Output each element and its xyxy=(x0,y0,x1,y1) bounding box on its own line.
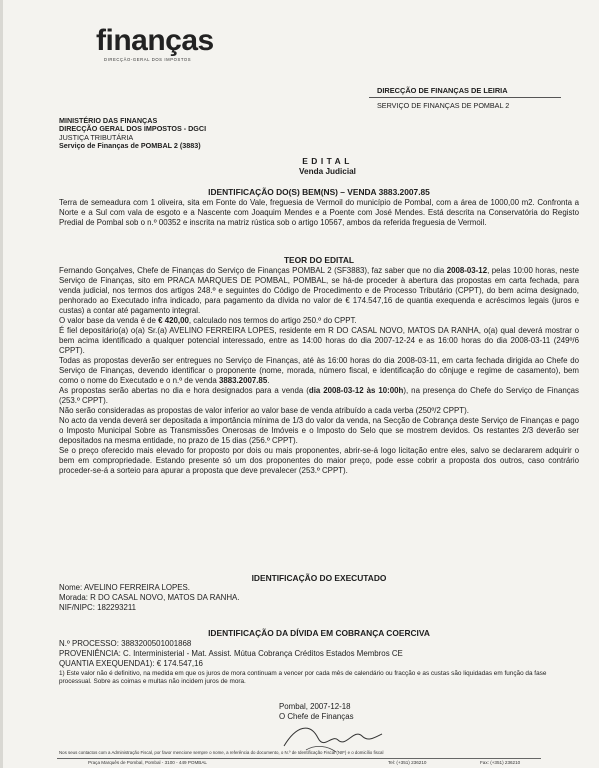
property-description: Terra de semeadura com 1 oliveira, sita em Fonte do Vale, freguesia de Vermoil do município de Pombal, com a área de 1000,00 m2. Confronta a Norte e a Sul com vala de esgoto e a Nascente com Joaquim Mendes e a Poente com José Mendes. Está descrita na Conservatória do Registo Predial de Pombal sob o n.º 00352 e inscrita na matriz rústica sob o artigo 10567, ambos da referida freguesia de Vermoil. xyxy=(59,198,579,227)
teor-body xyxy=(59,266,579,476)
teor-p5-text-b: ), na presença do Chefe do Serviço de Finanças (253.º CPPT). xyxy=(59,386,580,405)
ministry-line-1: MINISTÉRIO DAS FINANÇAS xyxy=(59,116,158,125)
debt-details xyxy=(59,639,579,669)
footer-fax: Fax: (+351) 236210 xyxy=(480,760,521,765)
debt-origin: PROVENIÊNCIA: C. Interministerial - Mat. Assist. Mútua Cobrança Créditos Estados Membros CE xyxy=(59,649,403,658)
office-header xyxy=(377,86,561,110)
header-rule xyxy=(369,97,561,98)
ministry-line-4: Serviço de Finanças de POMBAL 2 (3883) xyxy=(59,141,201,151)
section-heading-property: IDENTIFICAÇÃO DO(S) BEM(NS) – VENDA 3883.2007.85 xyxy=(208,187,430,197)
sale-number: 3883.2007.85 xyxy=(218,376,268,385)
debt-amount: QUANTIA EXEQUENDA1): € 174.547,16 xyxy=(59,659,203,668)
place-date: Pombal, 2007-12-18 xyxy=(279,702,351,711)
teor-p1-text-b: , pelas 10:00 horas, neste Serviço de Finanças, sito em PRACA MARQUES DE POMBAL, POMBAL, se há-de proceder à abertura das propostas em carta fechada, para venda judicial, nos termos dos artigos 248.º e seguintes do Código de Procedimento e de Processo Tributário (CPPT), do bem acima designado, penhorado ao Executado infra indicado, para pagamento da dívida no valor de € 174.547,16 de quantia exequenda e acréscimos legais (juros e custas) a contar até pagamento integral. xyxy=(59,266,579,315)
opening-datetime: dia 2008-03-12 às 10:00h xyxy=(308,386,404,395)
footer-contact-note: Nos seus contactos com a Administração Fiscal, por favor mencione sempre o nome, a referência do documento, o N.º de Identificação Fiscal (NIF) e o domicílio fiscal xyxy=(59,750,384,755)
section-heading-executado: IDENTIFICAÇÃO DO EXECUTADO xyxy=(251,573,387,583)
process-number: N.º PROCESSO: 3883200501001868 xyxy=(59,639,192,648)
logo-wordmark: finanças xyxy=(96,24,214,57)
teor-p4-text-a: Todas as propostas deverão ser entregues no Serviço de Finanças, até às 16:00 horas do dia 2008-03-11, em carta fechada dirigida ao Chefe do Serviço de Finanças, devendo identificar o proponente (nome, morada, número fiscal, e identificação do cônjuge e regime de casamento), bem como o nome do Executado e o n.º de venda xyxy=(59,356,579,385)
teor-paragraph-1 xyxy=(59,266,579,316)
teor-paragraph-8: Se o preço oferecido mais elevado for proposto por dois ou mais proponentes, abrir-se-á logo licitação entre eles, salvo se declararem adquirir o bem em compropriedade. Estando presente só um dos proponentes do maior preço, pode esse cobrir a proposta dos outros, caso contrário proceder-se-á a sorteio para apurar a proposta que deve prevalecer (253.º CPPT). xyxy=(59,446,579,475)
debt-footnote: 1) Este valor não é definitivo, na medida em que os juros de mora continuam a vencer por cada mês de calendário ou fracção e as custas são liquidadas em função da fase processual. Sobre as coimas e multas não incidem juros de mora. xyxy=(59,670,547,686)
teor-p2-text-a: O valor base da venda é de xyxy=(59,316,159,325)
teor-paragraph-4 xyxy=(59,356,579,386)
opening-date: 2008-03-12 xyxy=(446,266,488,275)
teor-p2-text-b: , calculado nos termos do artigo 250.º do CPPT. xyxy=(188,316,357,325)
ministry-block xyxy=(59,117,206,151)
teor-paragraph-3: É fiel depositário(a) o(a) Sr.(a) AVELINO FERREIRA LOPES, residente em R DO CASAL NOVO, MATOS DA RANHA, o(a) qual deverá mostrar o bem acima identificado a qualquer potencial interessado, entre as 14:00 horas do dia 2007-12-24 e as 16:00 horas do dia 2008-03-11 (249º/6 CPPT). xyxy=(59,326,579,355)
teor-p4-text-b: . xyxy=(267,376,270,385)
executado-nif: NIF/NIPC: 182293211 xyxy=(59,603,137,612)
teor-paragraph-2 xyxy=(59,316,579,326)
section-heading-debt: IDENTIFICAÇÃO DA DÍVIDA EM COBRANÇA COERCIVA xyxy=(208,628,430,638)
executado-name: Nome: AVELINO FERREIRA LOPES. xyxy=(59,583,190,592)
footer-rule xyxy=(57,758,541,759)
executado-details xyxy=(59,583,579,613)
footer-tel: Tel: (+351) 236210 xyxy=(388,760,427,765)
signer-role: O Chefe de Finanças xyxy=(279,711,354,721)
teor-p5-text-a: As propostas serão abertas no dia e hora designados para a venda ( xyxy=(59,386,309,395)
scan-edge xyxy=(0,0,3,768)
service-name: SERVIÇO DE FINANÇAS DE POMBAL 2 xyxy=(377,101,510,110)
teor-paragraph-7: No acto da venda deverá ser depositada a importância mínima de 1/3 do valor da venda, na Secção de Cobrança deste Serviço de Finanças e pago o Imposto Municipal Sobre as Transmissões Onerosas de Imóveis e o Imposto do Selo que se mostrem devidos. Os restantes 2/3 deverão ser depositados na mesma entidade, no prazo de 15 dias (256.º CPPT). xyxy=(59,416,579,445)
teor-paragraph-5 xyxy=(59,386,579,406)
financas-logo xyxy=(96,26,214,62)
document-subtitle: Venda Judicial xyxy=(299,167,356,176)
base-value: € 420,00 xyxy=(158,316,189,325)
footer-address: Praça Marquês de Pombal, Pombal - 3100 - 449 POMBAL xyxy=(88,760,207,765)
directorate-name: DIRECÇÃO DE FINANÇAS DE LEIRIA xyxy=(377,86,508,95)
executado-address: Morada: R DO CASAL NOVO, MATOS DA RANHA. xyxy=(59,593,240,602)
teor-paragraph-6: Não serão consideradas as propostas de valor inferior ao valor base de venda atribuído a cada verba (250º/2 CPPT). xyxy=(59,406,469,415)
ministry-line-2: DIRECÇÃO GERAL DOS IMPOSTOS - DGCI xyxy=(59,124,207,134)
section-heading-teor: TEOR DO EDITAL xyxy=(283,255,355,265)
logo-subtitle: DIRECÇÃO-GERAL DOS IMPOSTOS xyxy=(104,57,192,62)
document-title: EDITAL xyxy=(302,156,353,166)
teor-p1-text-a: Fernando Gonçalves, Chefe de Finanças do Serviço de Finanças POMBAL 2 (SF3883), faz saber que no dia xyxy=(59,266,447,275)
ministry-line-3: JUSTIÇA TRIBUTÁRIA xyxy=(59,132,134,142)
